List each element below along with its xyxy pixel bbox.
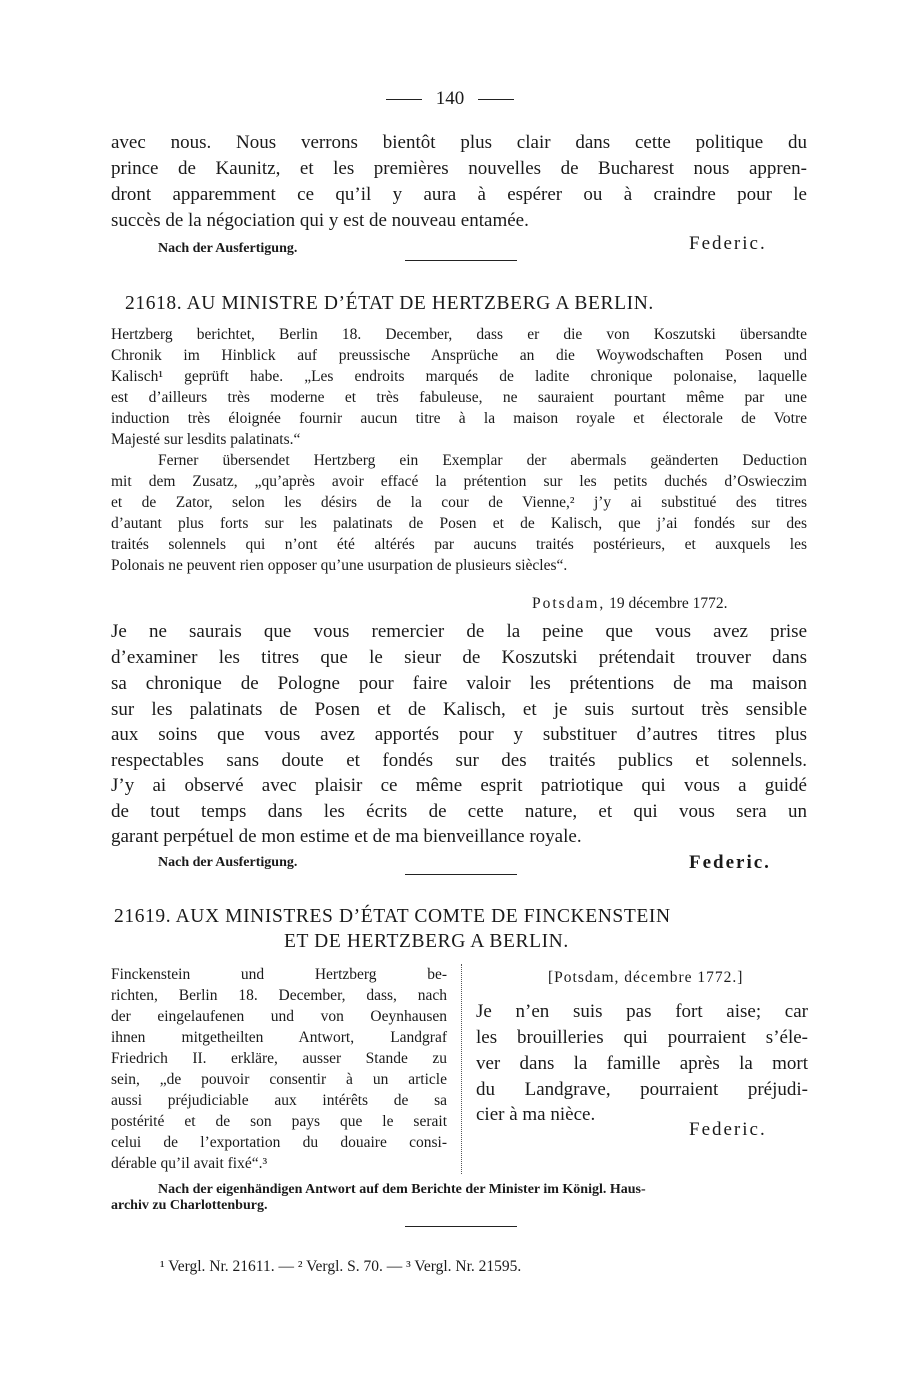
summary-line: traités solennels qui n’ont été altérés par aucuns traités postérieurs, et auxquels les bbox=[111, 536, 807, 553]
signature: Federic. bbox=[689, 233, 767, 254]
source-note: Nach der Ausfertigung. bbox=[158, 241, 298, 256]
dateline-place: Potsdam, bbox=[532, 595, 606, 612]
body-line: cier à ma nièce. bbox=[476, 1104, 596, 1125]
summary-line: postérité et de son pays que le serait bbox=[111, 1113, 447, 1130]
summary-line: dérable qu’il avait fixé“.³ bbox=[111, 1155, 268, 1172]
body-line: d’examiner les titres que le sieur de Koszutski prétendait trouver dans bbox=[111, 647, 807, 668]
intro-line: dront apparemment ce qu’il y aura à espérer ou à craindre pour le bbox=[111, 184, 807, 205]
letter-heading: 21619. AUX MINISTRES D’ÉTAT COMTE DE FINCKENSTEIN bbox=[114, 906, 671, 927]
summary-line: celui de l’exportation du douaire consi- bbox=[111, 1134, 447, 1151]
body-line: du Landgrave, pourraient préjudi- bbox=[476, 1079, 808, 1100]
summary-line: d’autant plus forts sur les palatinats de Posen et de Kalisch, que j’ai fondés sur des bbox=[111, 515, 807, 532]
summary-line: der eingelaufenen und von Oeynhausen bbox=[111, 1008, 447, 1025]
intro-line: succès de la négociation qui y est de nouveau entamée. bbox=[111, 210, 529, 231]
body-line: garant perpétuel de mon estime et de ma bienveillance royale. bbox=[111, 826, 582, 847]
separator-rule bbox=[405, 1226, 517, 1227]
body-line: respectables sans doute et fondés sur des traités publics et solennels. bbox=[111, 750, 807, 771]
letter-heading: 21618. AU MINISTRE D’ÉTAT DE HERTZBERG A BERLIN. bbox=[125, 293, 654, 314]
summary-line: aussi préjudiciable aux intérêts de sa bbox=[111, 1092, 447, 1109]
body-line: les brouilleries qui pourraient s’éle- bbox=[476, 1027, 808, 1048]
body-line: sur les palatinats de Posen et de Kalisch, et je suis surtout très sensible bbox=[111, 699, 807, 720]
body-line: aux soins que vous avez apportés pour y substituer d’autres titres plus bbox=[111, 724, 807, 745]
separator-rule bbox=[405, 260, 517, 261]
page-number-text: 140 bbox=[435, 88, 465, 109]
dateline: [Potsdam, décembre 1772.] bbox=[548, 969, 744, 986]
summary-line: est d’ailleurs très moderne et très fabuleuse, ne sauraient pourtant même par une bbox=[111, 389, 807, 406]
page-number bbox=[0, 88, 900, 110]
intro-line: prince de Kaunitz, et les premières nouvelles de Bucharest nous appren- bbox=[111, 158, 807, 179]
body-line: de tout temps dans les écrits de cette nature, et qui vous sera un bbox=[111, 801, 807, 822]
summary-line: Friedrich II. erkläre, ausser Stande zu bbox=[111, 1050, 447, 1067]
summary-line: Polonais ne peuvent rien opposer qu’une usurpation de plusieurs siècles“. bbox=[111, 557, 568, 574]
summary-line: ihnen mitgetheilten Antwort, Landgraf bbox=[111, 1029, 447, 1046]
source-note: Nach der Ausfertigung. bbox=[158, 855, 298, 870]
body-line: sa chronique de Pologne pour faire valoir les prétentions de ma maison bbox=[111, 673, 807, 694]
summary-line: Finckenstein und Hertzberg be- bbox=[111, 966, 447, 983]
source-note: archiv zu Charlottenburg. bbox=[111, 1198, 268, 1213]
body-line: ver dans la famille après la mort bbox=[476, 1053, 808, 1074]
summary-line: et de Zator, selon les désirs de la cour de Vienne,² j’y ai substitué des titres bbox=[111, 494, 807, 511]
body-line: Je ne saurais que vous remercier de la peine que vous avez prise bbox=[111, 621, 807, 642]
body-line: Je n’en suis pas fort aise; car bbox=[476, 1001, 808, 1022]
summary-line: Chronik im Hinblick auf preussische Ansprüche an die Woywodschaften Posen und bbox=[111, 347, 807, 364]
summary-line: Kalisch¹ geprüft habe. „Les endroits marqués de ladite chronique polonaise, laquelle bbox=[111, 368, 807, 385]
page-number-dash-left bbox=[386, 99, 422, 100]
summary-line: Majesté sur lesdits palatinats.“ bbox=[111, 431, 301, 448]
signature: Federic. bbox=[689, 1119, 767, 1140]
summary-line: Hertzberg berichtet, Berlin 18. December, dass er die von Koszutski übersandte bbox=[111, 326, 807, 343]
summary-line: mit dem Zusatz, „qu’après avoir effacé la prétention sur les petits duchés d’Oswieczim bbox=[111, 473, 807, 490]
summary-line: sein, „de pouvoir consentir à un article bbox=[111, 1071, 447, 1088]
separator-rule bbox=[405, 874, 517, 875]
column-divider bbox=[461, 964, 462, 1174]
letter-heading: ET DE HERTZBERG A BERLIN. bbox=[284, 931, 569, 952]
summary-line: induction très éloignée fournir aucun titre à la maison royale et électorale de Votre bbox=[111, 410, 807, 427]
signature: Federic. bbox=[689, 852, 771, 873]
summary-line: richten, Berlin 18. December, dass, nach bbox=[111, 987, 447, 1004]
page-number-dash-right bbox=[478, 99, 514, 100]
source-note: Nach der eigenhändigen Antwort auf dem Berichte der Minister im Königl. Haus- bbox=[158, 1182, 646, 1197]
dateline-date: 19 décembre 1772. bbox=[609, 595, 728, 612]
intro-line: avec nous. Nous verrons bientôt plus clair dans cette politique du bbox=[111, 132, 807, 153]
summary-line: Ferner übersendet Hertzberg ein Exemplar der abermals geänderten Deduction bbox=[158, 452, 807, 469]
dateline bbox=[532, 595, 728, 613]
body-line: J’y ai observé avec plaisir ce même esprit patriotique qui vous a guidé bbox=[111, 775, 807, 796]
footnotes: ¹ Vergl. Nr. 21611. — ² Vergl. S. 70. — ³ Vergl. Nr. 21595. bbox=[160, 1258, 522, 1275]
